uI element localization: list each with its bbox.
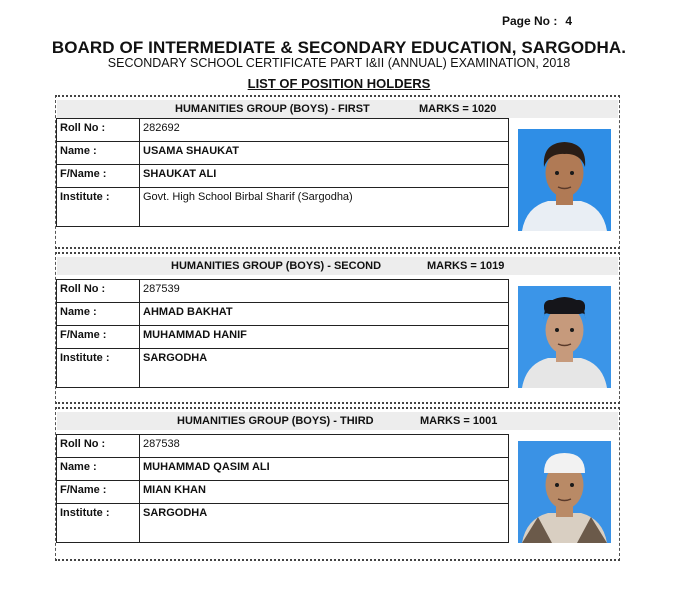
name-value: MUHAMMAD QASIM ALI	[143, 461, 270, 473]
group-name: HUMANITIES GROUP (BOYS) - SECOND	[171, 260, 382, 272]
student-photo	[518, 286, 611, 388]
roll-no-value: 287538	[143, 438, 180, 450]
position-holder-third	[55, 407, 620, 561]
roll-no-value: 287539	[143, 283, 180, 295]
institute-label: Institute :	[57, 504, 140, 542]
table-row	[57, 458, 508, 481]
table-row	[57, 435, 508, 458]
details-table	[56, 279, 509, 388]
photo-eye	[555, 171, 559, 175]
group-band	[57, 412, 618, 430]
group-band	[57, 257, 618, 275]
exam-title: SECONDARY SCHOOL CERTIFICATE PART I&II (ANNUAL) EXAMINATION, 2018	[107, 56, 571, 70]
page-number-label: Page No :	[502, 14, 558, 28]
page-number	[502, 14, 572, 28]
table-row	[57, 349, 508, 387]
student-photo	[518, 129, 611, 231]
photo-eye	[570, 328, 574, 332]
name-label: Name :	[57, 458, 140, 480]
photo-eye	[570, 483, 574, 487]
table-row	[57, 280, 508, 303]
institute-value: SARGODHA	[143, 507, 208, 519]
table-row	[57, 504, 508, 542]
name-label: Name :	[57, 142, 140, 164]
group-marks: MARKS = 1019	[427, 260, 505, 272]
photo-eye	[570, 171, 574, 175]
institute-label: Institute :	[57, 188, 140, 226]
name-value: USAMA SHAUKAT	[143, 145, 239, 157]
photo-hair	[544, 300, 585, 314]
position-holder-second	[55, 252, 620, 404]
name-label: Name :	[57, 303, 140, 325]
details-table	[56, 118, 509, 227]
photo-eye	[555, 328, 559, 332]
institute-value: SARGODHA	[143, 352, 208, 364]
fname-label: F/Name :	[57, 481, 140, 503]
photo-eye	[555, 483, 559, 487]
fname-label: F/Name :	[57, 326, 140, 348]
name-value: AHMAD BAKHAT	[143, 306, 233, 318]
roll-no-label: Roll No :	[57, 280, 140, 302]
table-row	[57, 119, 508, 142]
roll-no-label: Roll No :	[57, 435, 140, 457]
table-row	[57, 142, 508, 165]
page-number-value: 4	[565, 14, 573, 28]
list-title: LIST OF POSITION HOLDERS	[247, 76, 431, 91]
institute-value: Govt. High School Birbal Sharif (Sargodha)	[143, 191, 353, 203]
position-holder-first	[55, 95, 620, 249]
group-band	[57, 100, 618, 118]
fname-label: F/Name :	[57, 165, 140, 187]
table-row	[57, 303, 508, 326]
group-name: HUMANITIES GROUP (BOYS) - FIRST	[175, 103, 370, 115]
fname-value: MUHAMMAD HANIF	[143, 329, 247, 341]
roll-no-label: Roll No :	[57, 119, 140, 141]
board-title: BOARD OF INTERMEDIATE & SECONDARY EDUCATION, SARGODHA.	[51, 38, 627, 57]
table-row	[57, 165, 508, 188]
table-row	[57, 326, 508, 349]
group-marks: MARKS = 1020	[419, 103, 497, 115]
group-name: HUMANITIES GROUP (BOYS) - THIRD	[177, 415, 374, 427]
roll-no-value: 282692	[143, 122, 180, 134]
table-row	[57, 188, 508, 226]
details-table	[56, 434, 509, 543]
group-marks: MARKS = 1001	[420, 415, 498, 427]
institute-label: Institute :	[57, 349, 140, 387]
fname-value: MIAN KHAN	[143, 484, 206, 496]
student-photo	[518, 441, 611, 543]
table-row	[57, 481, 508, 504]
fname-value: SHAUKAT ALI	[143, 168, 217, 180]
